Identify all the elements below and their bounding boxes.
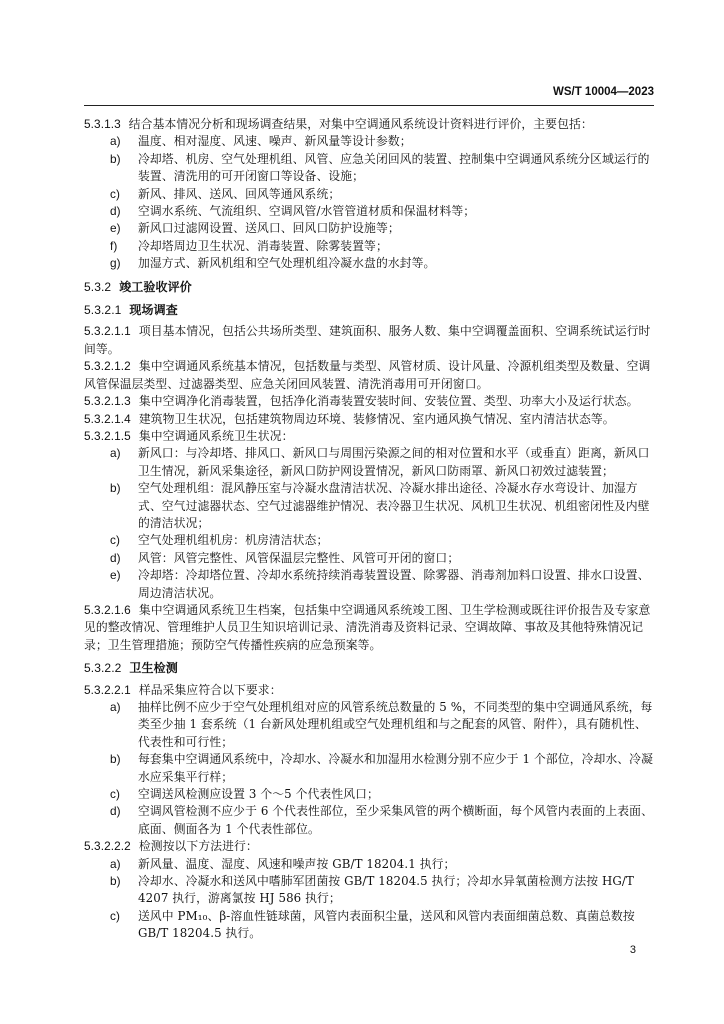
list-marker: d) [110, 550, 121, 565]
list-text: 新风量、温度、湿度、风速和噪声按 GB/T 18204.1 执行； [138, 856, 456, 871]
clause-5-3-2-1-2 [84, 358, 656, 393]
list-item [84, 567, 656, 602]
clause-number: 5.3.2.2.1 [84, 682, 131, 697]
clause-text: 样品采集应符合以下要求： [138, 682, 282, 697]
list-item [84, 908, 656, 943]
list-text: 冷却水、冷凝水和送风中嗜肺军团菌按 GB/T 18204.5 执行；冷却水异氧菌检测方法按 HG/T 4207 执行，游离氯按 HJ 586 执行； [138, 874, 634, 906]
section-heading-5-3-2-2 [84, 660, 656, 677]
list-text: 空调风管检测不应少于 6 个代表性部位，至少采集风管的两个横断面，每个风管内表面的上表面、底面、侧面各为 1 个代表性部位。 [138, 804, 653, 836]
section-heading-5-3-2-1 [84, 302, 656, 319]
section-title: 卫生检测 [129, 661, 178, 676]
list-item [84, 803, 656, 838]
clause-5-3-1-3 [84, 116, 656, 133]
list-marker: b) [110, 481, 121, 496]
list-marker: c) [110, 186, 121, 201]
list-text: 风管：风管完整性、风管保温层完整性、风管可开闭的窗口； [138, 550, 460, 565]
clause-5-3-2-1-1 [84, 323, 656, 358]
list-marker: c) [110, 908, 121, 923]
list-marker: c) [110, 533, 121, 548]
list-text: 新风口过滤网设置、送风口、回风口防护设施等； [138, 221, 400, 236]
list-text: 空气处理机组机房：机房清洁状态； [138, 533, 329, 548]
list-marker: e) [110, 568, 121, 583]
list-item [84, 751, 656, 786]
list-item [84, 203, 656, 220]
clause-number: 5.3.2.1.5 [84, 428, 131, 443]
clause-text: 集中空调通风系统基本情况，包括数量与类型、风管材质、设计风量、冷源机组类型及数量、空调风管保温层类型、过滤器类型、应急关闭回风装置、清洗消毒用可开闭窗口。 [84, 359, 651, 391]
list-text: 加湿方式、新风机组和空气处理机组冷凝水盘的水封等。 [138, 256, 436, 271]
section-heading-5-3-2 [84, 279, 656, 296]
list-item [84, 445, 656, 480]
list-item [84, 699, 656, 751]
clause-number: 5.3.2.1.3 [84, 394, 131, 409]
header-rule [84, 105, 654, 106]
list-text: 空调水系统、气流组织、空调风管/水管管道材质和保温材料等； [138, 204, 476, 219]
list-text: 冷却塔：冷却塔位置、冷却水系统持续消毒装置设置、除雾器、消毒剂加料口设置、排水口设置、周边清洁状况。 [138, 568, 650, 600]
document-code: WS/T 10004—2023 [552, 86, 654, 98]
clause-number: 5.3.2.1.4 [84, 411, 131, 426]
list-item [84, 151, 656, 186]
clause-text: 集中空调通风系统卫生状况： [138, 428, 294, 443]
list-text: 空气处理机组：混风静压室与冷凝水盘清洁状况、冷凝水排出途径、冷凝水存水弯设计、加湿方式、空气过滤器状态、空气过滤器维护情况、表冷器卫生状况、风机卫生状况、机组密闭性及内壁的清洁状况； [138, 481, 650, 530]
list-item [84, 786, 656, 803]
clause-number: 5.3.1.3 [84, 117, 121, 131]
list-item [84, 133, 656, 150]
list-marker: b) [110, 151, 121, 166]
list-marker: c) [110, 787, 121, 802]
list-item [84, 856, 656, 873]
clause-5-3-2-2-2 [84, 838, 656, 855]
list-item [84, 873, 656, 908]
clause-text: 检测按以下方法进行： [138, 839, 258, 854]
document-body [84, 116, 656, 943]
list-text: 抽样比例不应少于空气处理机组对应的风管系统总数量的 5 %，不同类型的集中空调通风系统，每类至少抽 1 套系统（1 台新风处理机组或空气处理机组和与之配套的风管、附件），具有随机性、代表性和可行性； [138, 700, 653, 749]
list-text: 冷却塔、机房、空气处理机组、风管、应急关闭回风的装置、控制集中空调通风系统分区域运行的装置、清洗用的可开闭窗口等设备、设施； [138, 151, 650, 184]
list-item [84, 186, 656, 203]
list-text: 新风口：与冷却塔、排风口、新风口与周围污染源之间的相对位置和水平（或垂直）距离，新风口卫生情况，新风采集途径，新风口防护网设置情况，新风口防雨罩、新风口初效过滤装置； [138, 446, 650, 478]
list-5-3-2-2-1 [84, 699, 656, 838]
section-title: 竣工验收评价 [119, 279, 192, 294]
list-item [84, 532, 656, 549]
section-number: 5.3.2.1 [84, 303, 122, 318]
section-number: 5.3.2.2 [84, 661, 122, 676]
list-marker: f) [110, 238, 118, 253]
list-marker: b) [110, 874, 121, 889]
list-text: 冷却塔周边卫生状况、消毒装置、除雾装置等； [138, 238, 388, 253]
list-text: 送风中 PM₁₀、β-溶血性链球菌，风管内表面积尘量，送风和风管内表面细菌总数、真菌总数按 GB/T 18204.5 执行。 [138, 908, 635, 941]
list-text: 空调送风检测应设置 3 个～5 个代表性风口； [138, 787, 379, 802]
list-item [84, 220, 656, 237]
clause-text: 集中空调通风系统卫生档案，包括集中空调通风系统竣工图、卫生学检测或既往评价报告及专家意见的整改情况、管理维护人员卫生知识培训记录、清洗消毒及资料记录、空调故障、事故及其他特殊情况记录；卫生管理措施；预防空气传播性疾病的应急预案等。 [84, 602, 651, 652]
clause-5-3-2-1-4 [84, 411, 656, 428]
clause-number: 5.3.2.1.6 [84, 602, 131, 617]
list-marker: a) [110, 700, 121, 714]
list-5-3-2-2-2 [84, 856, 656, 943]
list-5-3-2-1-5 [84, 445, 656, 602]
list-item [84, 480, 656, 532]
clause-text: 建筑物卫生状况，包括建筑物周边环境、装修情况、室内通风换气情况、室内清洁状态等。 [138, 411, 615, 426]
list-marker: a) [110, 134, 121, 149]
list-text: 新风、排风、送风、回风等通风系统； [138, 186, 341, 201]
list-text: 每套集中空调通风系统中，冷却水、冷凝水和加湿用水检测分别不应少于 1 个部位，冷却水、冷凝水应采集平行样； [138, 752, 653, 784]
clause-number: 5.3.2.1.1 [84, 324, 131, 339]
page-number: 3 [629, 944, 636, 956]
clause-text: 结合基本情况分析和现场调查结果，对集中空调通风系统设计资料进行评价，主要包括： [128, 117, 593, 131]
list-marker: b) [110, 752, 121, 767]
list-item [84, 255, 656, 272]
section-number: 5.3.2 [84, 279, 112, 294]
clause-text: 项目基本情况，包括公共场所类型、建筑面积、服务人数、集中空调覆盖面积、空调系统试运行时间等。 [84, 324, 651, 356]
list-5-3-1-3 [84, 133, 656, 272]
list-text: 温度、相对湿度、风速、噪声、新风量等设计参数； [138, 134, 412, 149]
clause-number: 5.3.2.1.2 [84, 359, 131, 374]
list-item [84, 550, 656, 567]
section-title: 现场调查 [129, 303, 178, 318]
list-marker: a) [110, 856, 121, 871]
list-marker: g) [110, 256, 121, 271]
clause-text: 集中空调净化消毒装置，包括净化消毒装置安装时间、安装位置、类型、功率大小及运行状态。 [138, 394, 639, 409]
list-marker: d) [110, 204, 121, 219]
list-marker: e) [110, 221, 121, 236]
clause-5-3-2-1-5 [84, 428, 656, 445]
list-item [84, 238, 656, 255]
clause-5-3-2-1-3 [84, 393, 656, 410]
clause-5-3-2-1-6 [84, 602, 656, 654]
list-marker: d) [110, 804, 121, 819]
list-marker: a) [110, 446, 121, 461]
clause-5-3-2-2-1 [84, 682, 656, 699]
clause-number: 5.3.2.2.2 [84, 839, 131, 854]
